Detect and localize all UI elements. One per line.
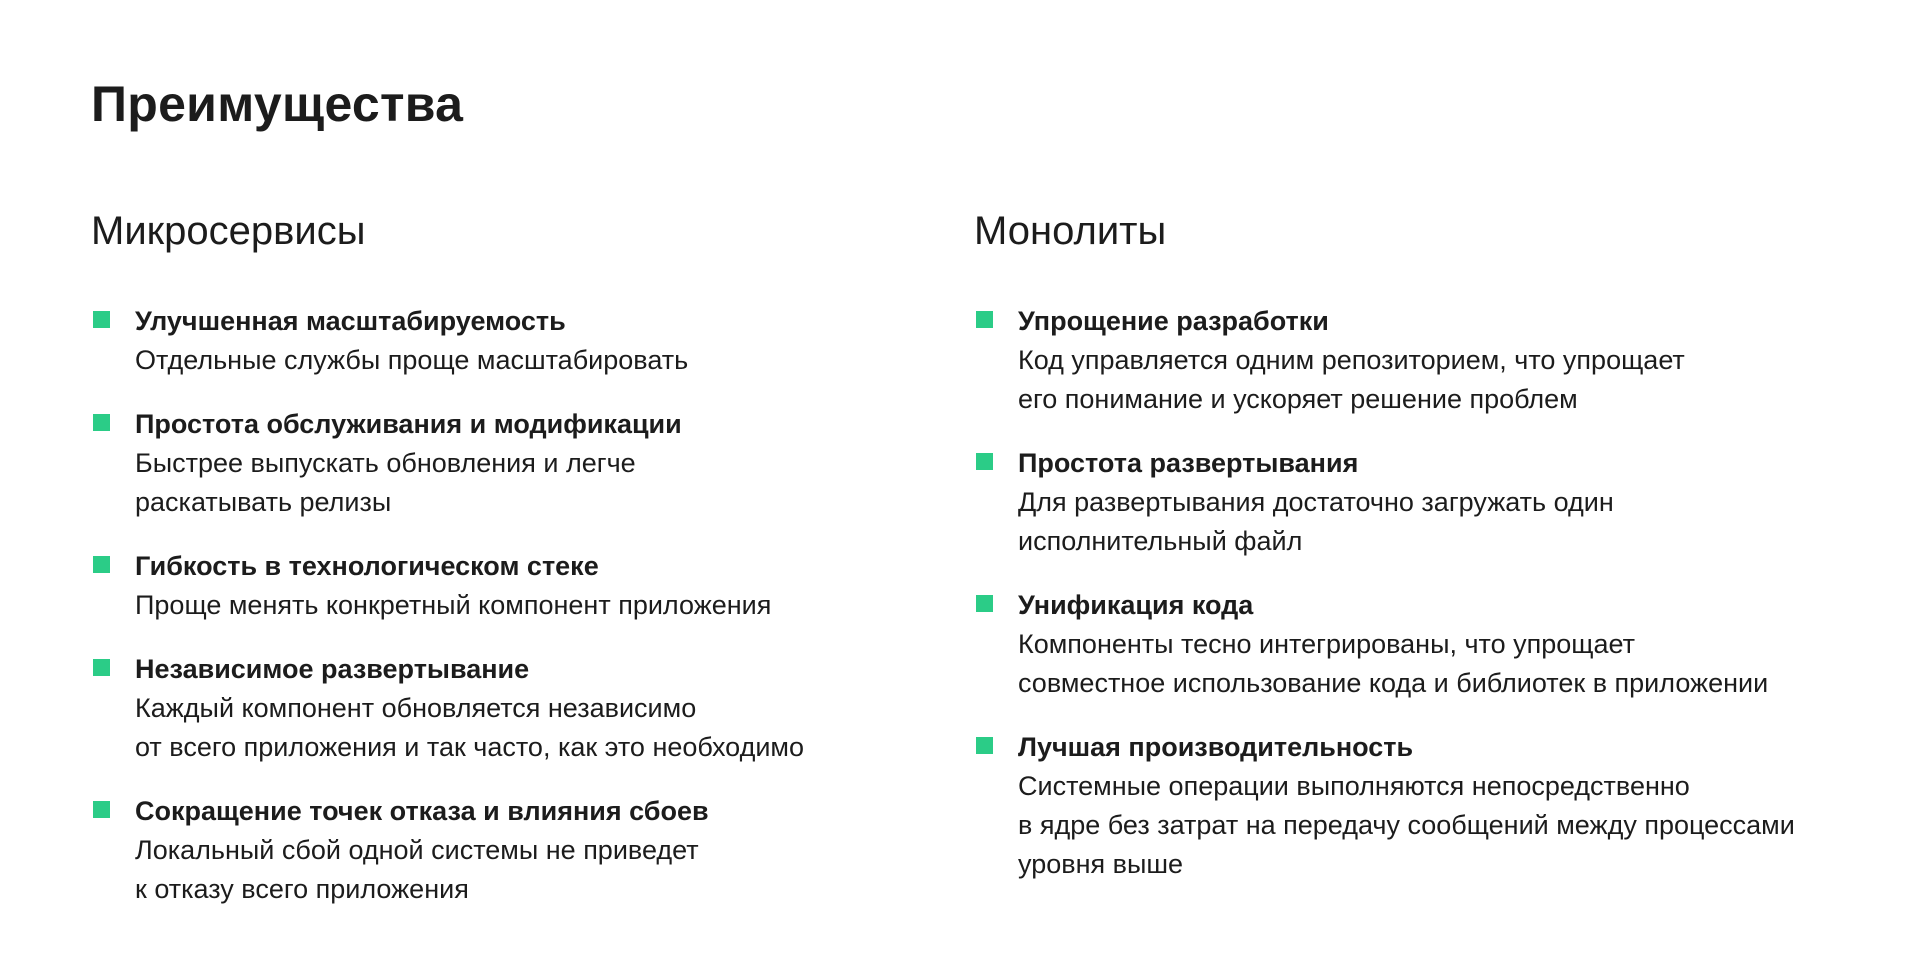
item-title: Гибкость в технологическом стеке [135, 551, 599, 581]
item-title: Независимое развертывание [135, 654, 530, 684]
column-title-microservices: Микросервисы [91, 209, 366, 253]
list-item [974, 586, 1874, 703]
item-description: Быстрее выпускать обновления и легче раскатывать релизы [135, 448, 636, 517]
monoliths-list [974, 302, 1874, 884]
square-bullet-icon [976, 595, 993, 612]
list-item [91, 405, 911, 522]
item-title: Лучшая производительность [1018, 732, 1414, 762]
item-description: Для развертывания достаточно загружать один исполнительный файл [1018, 487, 1614, 556]
square-bullet-icon [93, 801, 110, 818]
square-bullet-icon [93, 414, 110, 431]
item-description: Проще менять конкретный компонент приложения [135, 590, 772, 620]
list-item [91, 547, 911, 625]
list-item [91, 792, 911, 909]
item-title: Простота обслуживания и модификации [135, 409, 682, 439]
square-bullet-icon [976, 737, 993, 754]
microservices-column [91, 203, 911, 934]
item-title: Сокращение точек отказа и влияния сбоев [135, 796, 709, 826]
item-description: Системные операции выполняются непосредственно в ядре без затрат на передачу сообщений между процессами уровня выше [1018, 771, 1795, 879]
item-description: Код управляется одним репозиторием, что упрощает его понимание и ускоряет решение проблем [1018, 345, 1685, 414]
list-item [974, 302, 1874, 419]
list-item [91, 302, 911, 380]
item-title: Унификация кода [1018, 590, 1254, 620]
item-title: Улучшенная масштабируемость [135, 306, 566, 336]
square-bullet-icon [93, 311, 110, 328]
list-item [974, 728, 1874, 884]
item-title: Упрощение разработки [1018, 306, 1329, 336]
page-title: Преимущества [91, 76, 464, 132]
list-item [91, 650, 911, 767]
square-bullet-icon [93, 659, 110, 676]
item-description: Каждый компонент обновляется независимо от всего приложения и так часто, как это необходимо [135, 693, 804, 762]
item-title: Простота развертывания [1018, 448, 1359, 478]
square-bullet-icon [976, 453, 993, 470]
item-description: Локальный сбой одной системы не приведет к отказу всего приложения [135, 835, 699, 904]
item-description: Компоненты тесно интегрированы, что упрощает совместное использование кода и библиотек в приложении [1018, 629, 1769, 698]
microservices-list [91, 302, 911, 909]
monoliths-column [974, 203, 1874, 909]
list-item [974, 444, 1874, 561]
column-title-monoliths: Монолиты [974, 209, 1167, 253]
square-bullet-icon [976, 311, 993, 328]
square-bullet-icon [93, 556, 110, 573]
item-description: Отдельные службы проще масштабировать [135, 345, 689, 375]
